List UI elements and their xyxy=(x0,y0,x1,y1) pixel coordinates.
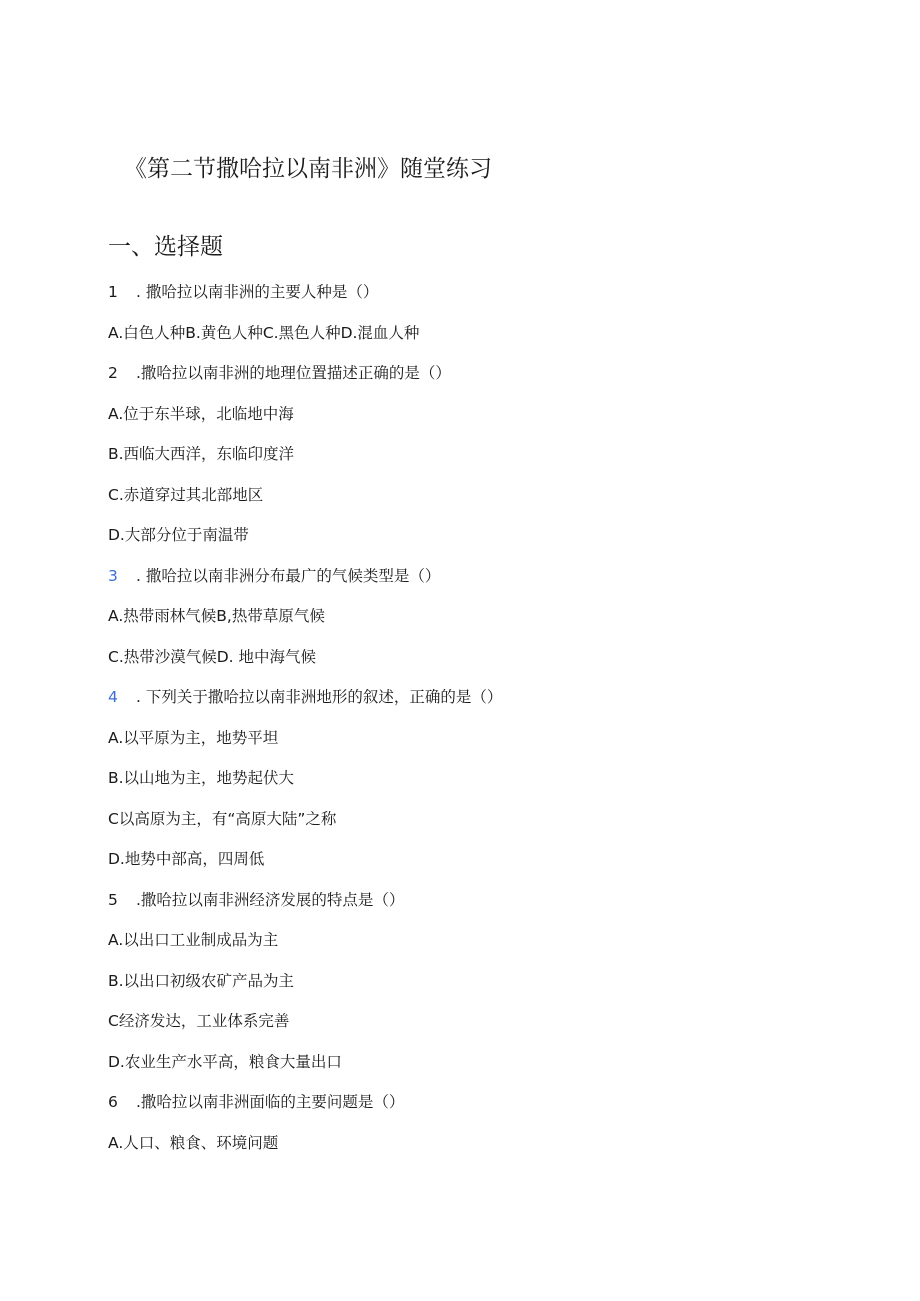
question-stem xyxy=(108,565,868,606)
question-stem xyxy=(108,686,868,727)
answer-option: C以高原为主，有“高原大陆”之称 xyxy=(108,809,337,828)
answer-option: A.热带雨林气候B,热带草原气候 xyxy=(108,607,325,625)
question-stem xyxy=(108,1091,868,1132)
question-text: . 撒哈拉以南非洲的主要人种是（） xyxy=(136,283,379,301)
question-text: .撒哈拉以南非洲面临的主要问题是（） xyxy=(136,1093,405,1111)
question-stem xyxy=(108,889,868,930)
question-text: .撒哈拉以南非洲经济发展的特点是（） xyxy=(136,890,405,909)
answer-option: B.以山地为主，地势起伏大 xyxy=(108,769,295,787)
answer-option: C.热带沙漠气候D. 地中海气候 xyxy=(108,647,317,666)
section-heading: 一、选择题 xyxy=(108,234,223,260)
question-number: 1 xyxy=(108,283,118,301)
question-text: . 撒哈拉以南非洲分布最广的气候类型是（） xyxy=(136,566,441,585)
question-list xyxy=(108,281,868,1172)
answer-option: A.以平原为主，地势平坦 xyxy=(108,728,279,747)
answer-option: C经济发达，工业体系完善 xyxy=(108,1012,290,1030)
answer-option: C.赤道穿过其北部地区 xyxy=(108,485,264,504)
answer-option: A.位于东半球，北临地中海 xyxy=(108,404,294,423)
answer-option: B.以出口初级农矿产品为主 xyxy=(108,971,295,990)
answer-option: D.农业生产水平高，粮食大量出口 xyxy=(108,1052,342,1071)
question-text: . 下列关于撒哈拉以南非洲地形的叙述，正确的是（） xyxy=(136,688,503,706)
answer-option: D.地势中部高，四周低 xyxy=(108,850,265,868)
answer-option: A.以出口工业制成品为主 xyxy=(108,931,279,949)
question-number: 5 xyxy=(108,890,118,909)
document-title: 《第二节撒哈拉以南非洲》随堂练习 xyxy=(124,156,492,182)
question-text: .撒哈拉以南非洲的地理位置描述正确的是（） xyxy=(136,364,451,382)
question-number: 2 xyxy=(108,364,118,382)
answer-option: A.人口、粮食、环境问题 xyxy=(108,1133,279,1152)
answer-option: D.大部分位于南温带 xyxy=(108,526,249,544)
question-stem xyxy=(108,362,868,403)
question-number: 6 xyxy=(108,1093,118,1111)
question-number: 3 xyxy=(108,566,118,585)
question-number: 4 xyxy=(108,688,118,706)
question-stem xyxy=(108,281,868,322)
answer-option: B.西临大西洋，东临印度洋 xyxy=(108,445,295,463)
answer-option: A.白色人种B.黄色人种C.黑色人种D.混血人种 xyxy=(108,323,420,342)
